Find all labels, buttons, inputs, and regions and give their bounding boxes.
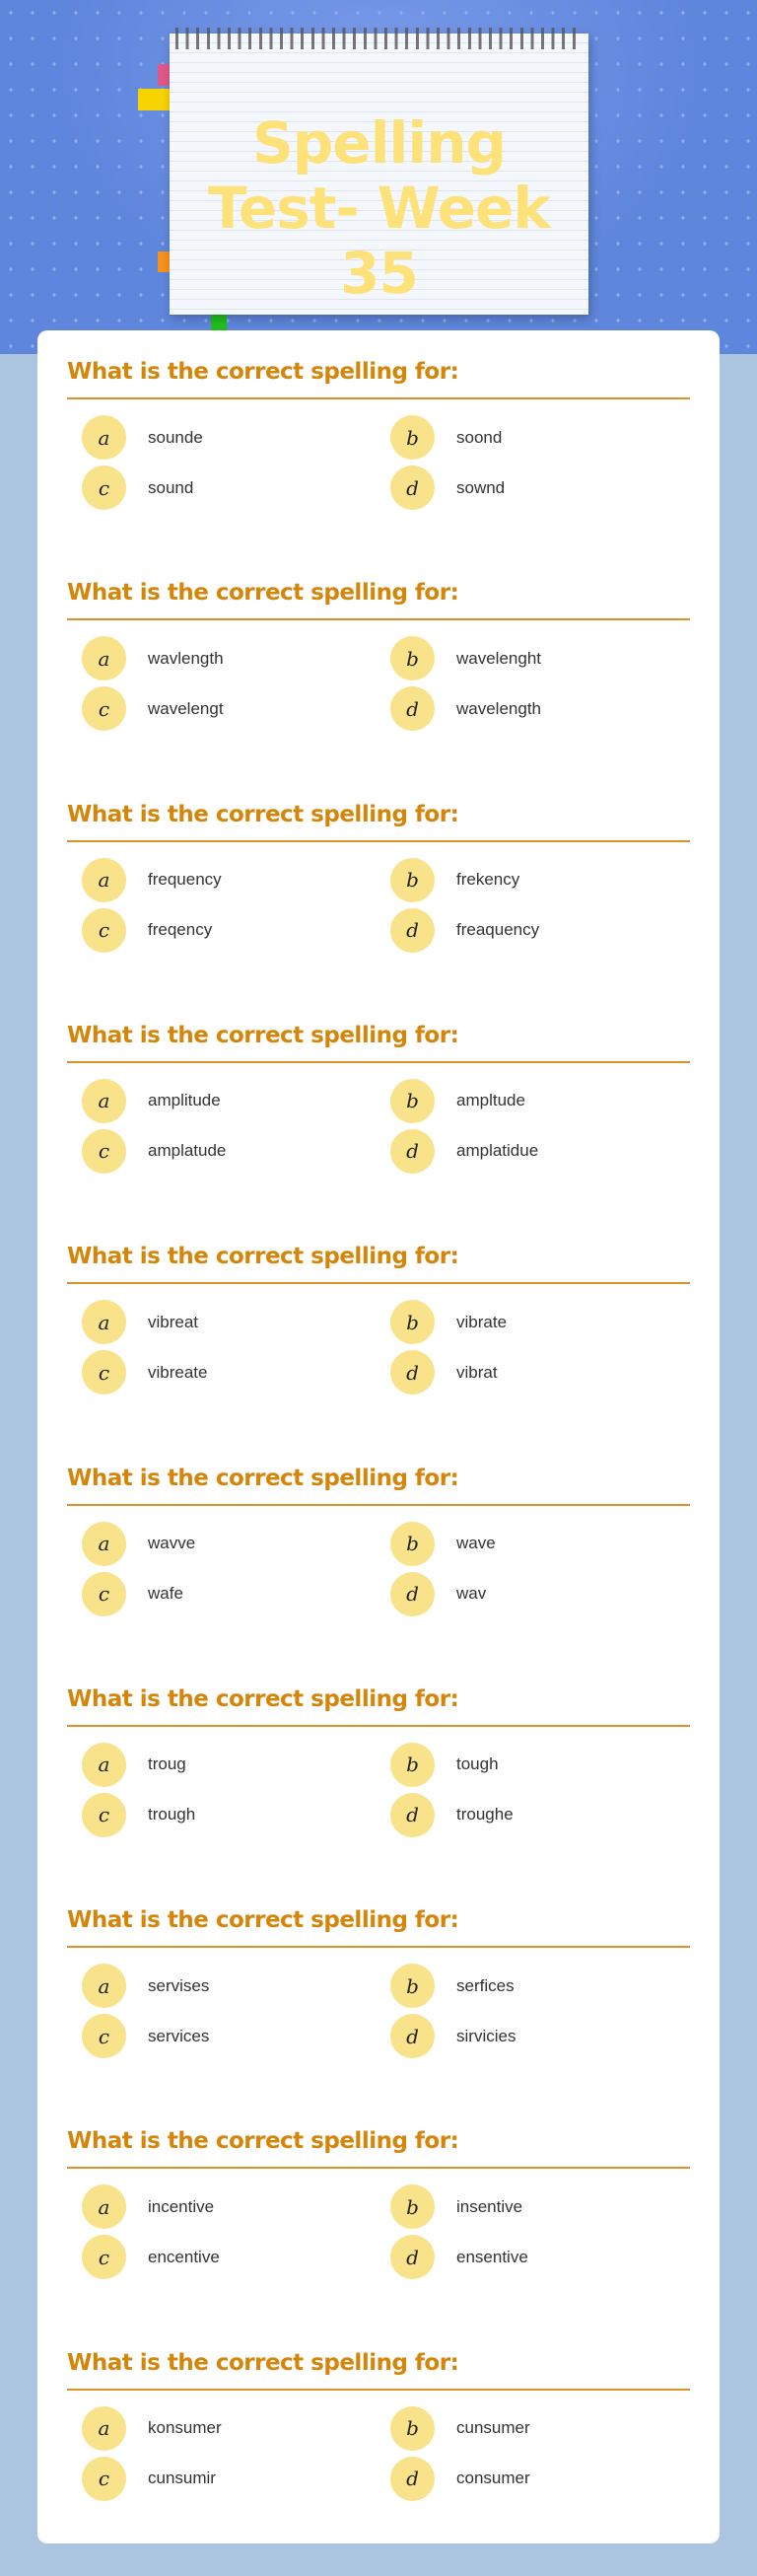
option-letter-badge: b <box>390 1964 435 2008</box>
option-a[interactable] <box>82 1300 198 1344</box>
option-c[interactable] <box>82 1572 183 1616</box>
option-letter-badge: d <box>390 908 435 953</box>
option-a[interactable] <box>82 1522 195 1566</box>
option-letter-badge: c <box>82 1572 126 1616</box>
question-prompt: What is the correct spelling for: <box>67 2128 459 2155</box>
option-text: wavelength <box>456 698 542 718</box>
option-letter-badge: d <box>390 2235 435 2279</box>
option-letter-badge: d <box>390 1350 435 1395</box>
option-letter-badge: a <box>82 2406 126 2451</box>
option-letter-badge: d <box>390 465 435 510</box>
option-letter-badge: b <box>390 1522 435 1566</box>
option-letter-badge: a <box>82 1522 126 1566</box>
option-letter-badge: b <box>390 858 435 902</box>
question-1 <box>67 356 690 500</box>
question-5 <box>67 1241 690 1385</box>
question-8 <box>67 1904 690 2048</box>
option-letter-badge: a <box>82 415 126 460</box>
option-text: vibrate <box>456 1312 508 1331</box>
option-text: frekency <box>456 870 520 890</box>
question-prompt: What is the correct spelling for: <box>67 580 459 607</box>
option-text: consumer <box>456 2469 530 2488</box>
option-c[interactable] <box>82 2235 220 2279</box>
question-prompt: What is the correct spelling for: <box>67 1907 459 1934</box>
option-a[interactable] <box>82 1079 221 1123</box>
option-letter-badge: d <box>390 1793 435 1837</box>
option-text: wav <box>456 1584 487 1603</box>
question-6 <box>67 1463 690 1606</box>
option-c[interactable] <box>82 2457 216 2501</box>
option-letter-badge: b <box>390 1300 435 1344</box>
option-text: sownd <box>456 477 506 497</box>
option-letter-badge: a <box>82 2184 126 2229</box>
option-d[interactable] <box>390 1129 538 1174</box>
option-text: wavlength <box>148 648 224 668</box>
divider <box>67 1061 690 1063</box>
option-b[interactable] <box>390 636 541 680</box>
divider <box>67 2167 690 2169</box>
option-letter-badge: c <box>82 465 126 510</box>
divider <box>67 618 690 620</box>
option-text: wave <box>456 1534 496 1552</box>
option-d[interactable] <box>390 908 539 953</box>
option-c[interactable] <box>82 686 224 731</box>
option-text: frequency <box>148 870 222 890</box>
option-d[interactable] <box>390 2014 516 2058</box>
option-b[interactable] <box>390 1743 499 1787</box>
worksheet-card <box>37 330 720 2543</box>
option-d[interactable] <box>390 686 541 731</box>
question-prompt: What is the correct spelling for: <box>67 1244 459 1270</box>
option-d[interactable] <box>390 2457 530 2501</box>
question-prompt: What is the correct spelling for: <box>67 1022 459 1048</box>
option-text: cunsumir <box>148 2469 216 2488</box>
option-letter-badge: b <box>390 2406 435 2451</box>
option-text: wavve <box>148 1534 196 1552</box>
option-letter-badge: b <box>390 415 435 460</box>
option-b[interactable] <box>390 415 502 460</box>
option-text: sirvicies <box>456 2026 516 2045</box>
option-letter-badge: c <box>82 1793 126 1837</box>
option-c[interactable] <box>82 1793 195 1837</box>
option-letter-badge: d <box>390 1572 435 1616</box>
option-c[interactable] <box>82 465 193 510</box>
divider <box>67 1504 690 1506</box>
option-b[interactable] <box>390 1300 507 1344</box>
option-text: wavelengt <box>148 698 224 718</box>
question-prompt: What is the correct spelling for: <box>67 801 459 827</box>
divider <box>67 1725 690 1727</box>
option-text: servises <box>148 1975 210 1995</box>
option-b[interactable] <box>390 1964 515 2008</box>
option-a[interactable] <box>82 2184 214 2229</box>
option-b[interactable] <box>390 1522 496 1566</box>
option-text: wavelenght <box>456 648 542 668</box>
option-b[interactable] <box>390 2406 530 2451</box>
option-text: tough <box>456 1754 499 1774</box>
question-3 <box>67 799 690 943</box>
option-letter-badge: c <box>82 2235 126 2279</box>
option-b[interactable] <box>390 2184 522 2229</box>
question-prompt: What is the correct spelling for: <box>67 2349 459 2376</box>
option-a[interactable] <box>82 858 222 902</box>
page-title: Spelling Test- Week 35 <box>208 109 550 307</box>
option-letter-badge: d <box>390 2014 435 2058</box>
question-7 <box>67 1683 690 1827</box>
option-text: serfices <box>456 1975 515 1995</box>
option-letter-badge: c <box>82 686 126 731</box>
option-letter-badge: a <box>82 636 126 680</box>
option-letter-badge: b <box>390 1079 435 1123</box>
option-a[interactable] <box>82 1743 186 1787</box>
divider <box>67 2389 690 2391</box>
option-text: services <box>148 2026 210 2045</box>
divider <box>67 1946 690 1948</box>
option-text: encentive <box>148 2247 220 2266</box>
option-letter-badge: c <box>82 1129 126 1174</box>
option-text: freaquency <box>456 920 540 940</box>
question-prompt: What is the correct spelling for: <box>67 359 459 385</box>
question-prompt: What is the correct spelling for: <box>67 1465 459 1491</box>
option-text: incentive <box>148 2196 215 2216</box>
option-letter-badge: a <box>82 1743 126 1787</box>
option-letter-badge: a <box>82 858 126 902</box>
option-d[interactable] <box>390 2235 528 2279</box>
question-10 <box>67 2347 690 2491</box>
option-a[interactable] <box>82 1964 209 2008</box>
option-text: vibreate <box>148 1362 208 1382</box>
option-letter-badge: c <box>82 1350 126 1395</box>
notebook-tab-yellow <box>138 89 172 110</box>
option-a[interactable] <box>82 636 224 680</box>
option-letter-badge: b <box>390 636 435 680</box>
option-text: amplitude <box>148 1091 221 1110</box>
option-text: wafe <box>148 1584 183 1603</box>
option-letter-badge: d <box>390 1129 435 1174</box>
option-text: cunsumer <box>456 2418 530 2438</box>
option-text: ensentive <box>456 2247 528 2266</box>
option-text: troug <box>148 1754 186 1774</box>
option-letter-badge: a <box>82 1079 126 1123</box>
option-letter-badge: d <box>390 686 435 731</box>
option-letter-badge: d <box>390 2457 435 2501</box>
option-a[interactable] <box>82 2406 222 2451</box>
option-letter-badge: a <box>82 1300 126 1344</box>
question-2 <box>67 577 690 721</box>
option-d[interactable] <box>390 1350 498 1395</box>
option-letter-badge: c <box>82 2014 126 2058</box>
option-c[interactable] <box>82 908 212 953</box>
option-text: amplatidue <box>456 1141 539 1161</box>
option-c[interactable] <box>82 2014 209 2058</box>
option-text: vibrat <box>456 1362 498 1382</box>
option-letter-badge: b <box>390 2184 435 2229</box>
option-text: ampltude <box>456 1091 525 1110</box>
option-text: sounde <box>148 427 203 447</box>
option-d[interactable] <box>390 465 505 510</box>
option-letter-badge: b <box>390 1743 435 1787</box>
question-prompt: What is the correct spelling for: <box>67 1685 459 1712</box>
option-text: amplatude <box>148 1141 227 1161</box>
question-4 <box>67 1020 690 1164</box>
option-text: insentive <box>456 2196 523 2216</box>
option-text: troughe <box>456 1805 514 1825</box>
option-c[interactable] <box>82 1350 207 1395</box>
option-b[interactable] <box>390 1079 525 1123</box>
header-banner <box>0 0 757 354</box>
option-text: trough <box>148 1805 196 1825</box>
option-c[interactable] <box>82 1129 226 1174</box>
divider <box>67 1282 690 1284</box>
option-letter-badge: c <box>82 2457 126 2501</box>
option-text: soond <box>456 427 503 447</box>
question-9 <box>67 2125 690 2269</box>
option-text: konsumer <box>148 2418 222 2438</box>
option-letter-badge: c <box>82 908 126 953</box>
option-d[interactable] <box>390 1572 486 1616</box>
divider <box>67 397 690 399</box>
option-letter-badge: a <box>82 1964 126 2008</box>
option-d[interactable] <box>390 1793 514 1837</box>
option-text: sound <box>148 477 194 497</box>
option-text: freqency <box>148 920 213 940</box>
notebook-spiral <box>175 28 582 49</box>
divider <box>67 840 690 842</box>
option-a[interactable] <box>82 415 203 460</box>
option-b[interactable] <box>390 858 519 902</box>
option-text: vibreat <box>148 1312 199 1331</box>
